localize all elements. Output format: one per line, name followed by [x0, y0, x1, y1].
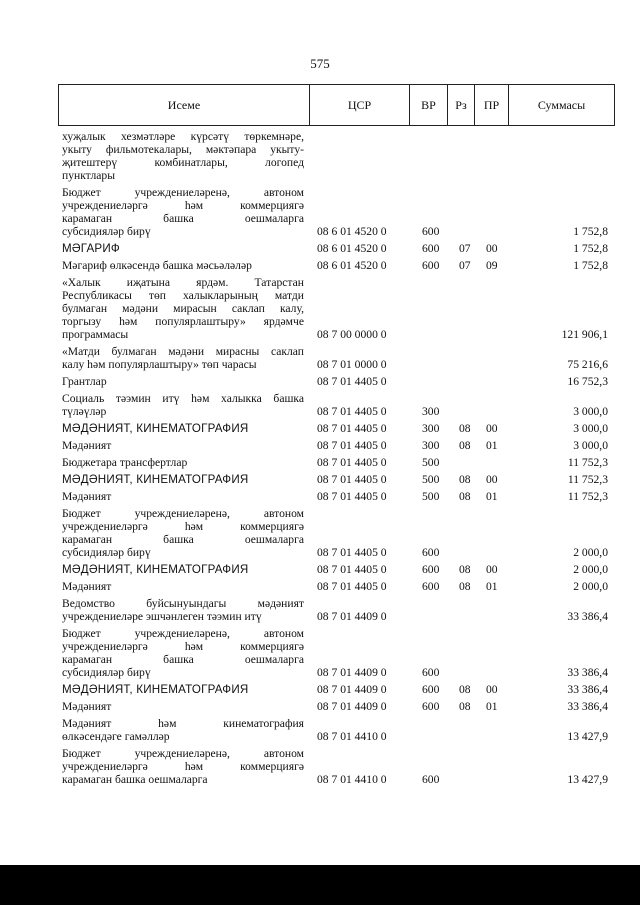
row-name-line: МӘДӘНИЯТ, КИНЕМАТОГРАФИЯ	[62, 422, 249, 435]
row-name	[62, 242, 304, 255]
table-row	[0, 418, 640, 435]
row-sum: 16 752,3	[567, 375, 608, 388]
row-csr: 08 7 01 4409 0	[317, 700, 387, 713]
row-sum: 33 386,4	[567, 666, 608, 679]
table-row	[0, 126, 640, 182]
table-row	[0, 238, 640, 255]
row-rz: 08	[459, 439, 471, 452]
row-rz: 08	[459, 683, 471, 696]
row-rz: 07	[459, 242, 471, 255]
row-name	[62, 345, 304, 371]
row-csr: 08 7 01 4405 0	[317, 490, 387, 503]
row-name	[62, 422, 304, 435]
row-name-line: түләүләр	[62, 405, 107, 418]
table-row	[0, 486, 640, 503]
row-name-line: Мәдәният	[62, 580, 112, 593]
row-name-line: Бюджет учреждениеләренә, автоном	[62, 186, 304, 199]
row-sum: 2 000,0	[573, 563, 608, 576]
row-name	[62, 717, 304, 743]
row-sum: 1 752,8	[573, 242, 608, 255]
row-name-line: Грантлар	[62, 375, 107, 388]
row-name-line: МӘДӘНИЯТ, КИНЕМАТОГРАФИЯ	[62, 563, 249, 576]
row-csr: 08 7 01 4405 0	[317, 546, 387, 559]
row-csr: 08 7 01 4409 0	[317, 683, 387, 696]
row-rz: 08	[459, 422, 471, 435]
row-sum: 3 000,0	[573, 422, 608, 435]
row-sum: 33 386,4	[567, 700, 608, 713]
table-row	[0, 623, 640, 679]
row-name-line: торгызу һәм популярлаштыру» ярдәмче	[62, 315, 304, 328]
row-pr: 00	[486, 242, 498, 255]
table-row	[0, 559, 640, 576]
row-name-line: Республикасы төп халыкларының матди	[62, 289, 304, 302]
row-name	[62, 563, 304, 576]
row-csr: 08 7 01 4405 0	[317, 422, 387, 435]
row-name-line: карамаган башка оешмаларга	[62, 653, 304, 666]
row-name-line: Мәдәният һәм кинематография	[62, 717, 304, 730]
row-pr: 09	[486, 259, 498, 272]
table-row	[0, 452, 640, 469]
table-row	[0, 341, 640, 371]
row-vr: 500	[422, 473, 440, 486]
row-name-line: Бюджет учреждениеләренә, автоном	[62, 507, 304, 520]
row-name	[62, 700, 304, 713]
row-name	[62, 186, 304, 238]
row-vr: 600	[422, 580, 440, 593]
row-rz: 08	[459, 473, 471, 486]
row-name-line: субсидияләр бирү	[62, 225, 151, 238]
row-vr: 600	[422, 683, 440, 696]
row-vr: 600	[422, 259, 440, 272]
row-csr: 08 7 01 4405 0	[317, 405, 387, 418]
row-name-line: субсидияләр бирү	[62, 546, 151, 559]
row-name-line: субсидияләр бирү	[62, 666, 151, 679]
row-name-line: учреждениеләре эшчәнлеген тәэмин итү	[62, 610, 262, 623]
row-pr: 01	[486, 439, 498, 452]
table-row	[0, 743, 640, 786]
row-rz: 07	[459, 259, 471, 272]
row-name-line: учреждениеләргә һәм коммерциягә	[62, 520, 304, 533]
header-csr: ЦСР	[310, 85, 410, 125]
row-name	[62, 392, 304, 418]
row-sum: 121 906,1	[561, 328, 608, 341]
table-row	[0, 272, 640, 341]
row-rz: 08	[459, 563, 471, 576]
row-name	[62, 130, 304, 182]
row-sum: 2 000,0	[573, 580, 608, 593]
row-sum: 3 000,0	[573, 439, 608, 452]
row-name-line: карамаган башка оешмаларга	[62, 773, 208, 786]
row-name	[62, 747, 304, 786]
row-vr: 600	[422, 563, 440, 576]
row-csr: 08 7 01 4410 0	[317, 730, 387, 743]
row-vr: 600	[422, 242, 440, 255]
row-name-line: җитештерү комбинатлары, логопед	[62, 156, 304, 169]
table-row	[0, 713, 640, 743]
row-csr: 08 7 01 4410 0	[317, 773, 387, 786]
header-sum: Суммасы	[537, 97, 586, 112]
row-name-line: пунктлары	[62, 169, 115, 182]
row-vr: 600	[422, 773, 440, 786]
row-sum: 3 000,0	[573, 405, 608, 418]
row-name-line: өлкәсендәге гамәлләр	[62, 730, 170, 743]
row-sum: 1 752,8	[573, 225, 608, 238]
table-row	[0, 435, 640, 452]
row-sum: 75 216,6	[567, 358, 608, 371]
row-name-line: «Матди булмаган мәдәни мирасны саклап	[62, 345, 304, 358]
row-pr: 01	[486, 490, 498, 503]
row-csr: 08 7 00 0000 0	[317, 328, 387, 341]
table-row	[0, 182, 640, 238]
row-sum: 11 752,3	[567, 456, 608, 469]
row-vr: 500	[422, 490, 440, 503]
header-pr: ПР	[475, 85, 509, 125]
row-csr: 08 7 01 4405 0	[317, 439, 387, 452]
row-csr: 08 7 01 4409 0	[317, 666, 387, 679]
row-vr: 600	[422, 666, 440, 679]
row-pr: 01	[486, 580, 498, 593]
row-name	[62, 597, 304, 623]
row-name-line: Бюджет учреждениеләренә, автоном	[62, 747, 304, 760]
row-name-line: Социаль тәэмин итү һәм халыкка башка	[62, 392, 304, 405]
bottom-edge	[0, 865, 640, 905]
row-name-line: учреждениеләргә һәм коммерциягә	[62, 199, 304, 212]
header-rz: Рз	[448, 85, 475, 125]
row-name-line: учреждениеләргә һәм коммерциягә	[62, 640, 304, 653]
row-csr: 08 6 01 4520 0	[317, 242, 387, 255]
row-vr: 500	[422, 456, 440, 469]
row-csr: 08 6 01 4520 0	[317, 225, 387, 238]
row-sum: 11 752,3	[567, 490, 608, 503]
row-vr: 600	[422, 546, 440, 559]
row-name	[62, 276, 304, 341]
row-name-line: Мәдәният	[62, 700, 112, 713]
row-name-line: Мәдәният	[62, 490, 112, 503]
row-csr: 08 6 01 4520 0	[317, 259, 387, 272]
table-row	[0, 388, 640, 418]
row-name	[62, 375, 304, 388]
row-name-line: МӘГАРИФ	[62, 242, 120, 255]
row-sum: 2 000,0	[573, 546, 608, 559]
table-row	[0, 503, 640, 559]
row-name	[62, 580, 304, 593]
row-name-line: булмаган мәдәни мирасын саклап калу,	[62, 302, 304, 315]
row-name-line: калу һәм популярлаштыру» төп чарасы	[62, 358, 257, 371]
row-csr: 08 7 01 4409 0	[317, 610, 387, 623]
table-body	[0, 126, 640, 786]
row-vr: 300	[422, 405, 440, 418]
row-vr: 600	[422, 700, 440, 713]
row-name	[62, 456, 304, 469]
row-pr: 00	[486, 473, 498, 486]
row-csr: 08 7 01 4405 0	[317, 375, 387, 388]
row-name-line: хуҗалык хезмәтләре күрсәтү төркемнәре,	[62, 130, 304, 143]
row-name-line: Бюджет учреждениеләренә, автоном	[62, 627, 304, 640]
row-pr: 00	[486, 683, 498, 696]
row-csr: 08 7 01 4405 0	[317, 563, 387, 576]
row-name	[62, 627, 304, 679]
table-row	[0, 469, 640, 486]
row-csr: 08 7 01 4405 0	[317, 473, 387, 486]
row-name-line: «Халык иҗатына ярдәм. Татарстан	[62, 276, 304, 289]
header-name: Исеме	[59, 85, 310, 125]
row-rz: 08	[459, 700, 471, 713]
row-name	[62, 439, 304, 452]
row-name-line: карамаган башка оешмаларга	[62, 212, 304, 225]
row-name-line: учреждениеләргә һәм коммерциягә	[62, 760, 304, 773]
row-sum: 13 427,9	[567, 773, 608, 786]
row-name	[62, 683, 304, 696]
page-number: 575	[310, 56, 330, 71]
row-name	[62, 507, 304, 559]
table-row	[0, 593, 640, 623]
row-vr: 300	[422, 439, 440, 452]
row-name-line: Ведомство буйсынуындагы мәдәният	[62, 597, 304, 610]
row-name-line: МӘДӘНИЯТ, КИНЕМАТОГРАФИЯ	[62, 473, 249, 486]
row-sum: 13 427,9	[567, 730, 608, 743]
row-name-line: МӘДӘНИЯТ, КИНЕМАТОГРАФИЯ	[62, 683, 249, 696]
row-sum: 33 386,4	[567, 683, 608, 696]
row-vr: 300	[422, 422, 440, 435]
table-row	[0, 679, 640, 696]
row-name-line: программасы	[62, 328, 129, 341]
row-name	[62, 490, 304, 503]
row-vr: 600	[422, 225, 440, 238]
row-csr: 08 7 01 4405 0	[317, 456, 387, 469]
row-pr: 01	[486, 700, 498, 713]
table-row	[0, 255, 640, 272]
row-rz: 08	[459, 580, 471, 593]
row-rz: 08	[459, 490, 471, 503]
table-header	[58, 84, 615, 126]
row-name-line: карамаган башка оешмаларга	[62, 533, 304, 546]
row-name-line: Бюджетара трансфертлар	[62, 456, 188, 469]
row-name	[62, 473, 304, 486]
row-name	[62, 259, 304, 272]
row-csr: 08 7 01 0000 0	[317, 358, 387, 371]
table-row	[0, 696, 640, 713]
row-name-line: Мәдәният	[62, 439, 112, 452]
table-row	[0, 576, 640, 593]
table-row	[0, 371, 640, 388]
row-sum: 1 752,8	[573, 259, 608, 272]
row-name-line: укыту фильмотекалары, мәктәпара укыту-	[62, 143, 304, 156]
row-pr: 00	[486, 422, 498, 435]
header-vr: ВР	[410, 85, 448, 125]
row-sum: 33 386,4	[567, 610, 608, 623]
row-sum: 11 752,3	[567, 473, 608, 486]
row-name-line: Мәгариф өлкәсендә башка мәсьәләләр	[62, 259, 252, 272]
row-csr: 08 7 01 4405 0	[317, 580, 387, 593]
row-pr: 00	[486, 563, 498, 576]
